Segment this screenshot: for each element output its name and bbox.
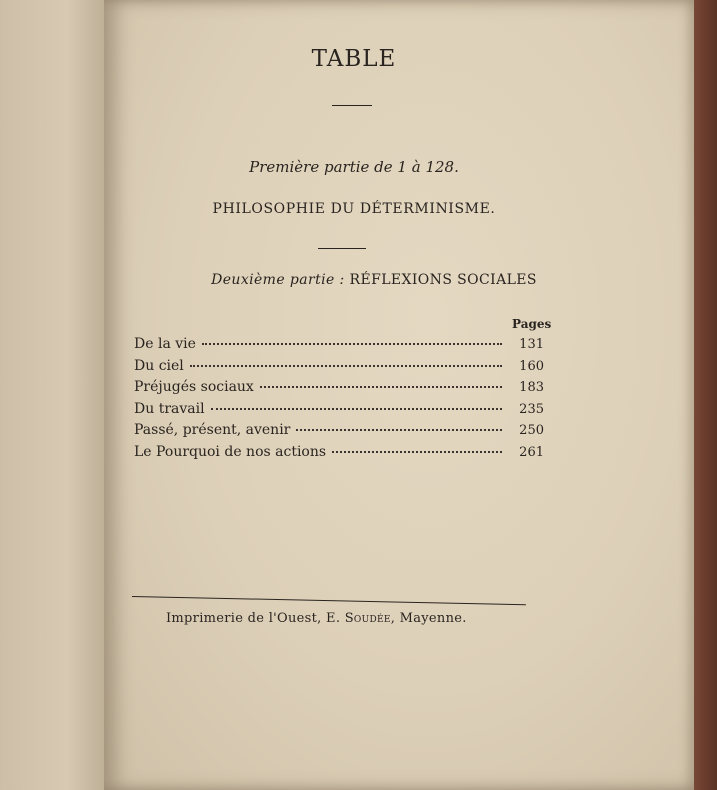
toc-entry: [134, 379, 544, 401]
section-rule: [318, 248, 366, 249]
leader-dots: [190, 365, 502, 367]
toc-entry-title: Passé, présent, avenir: [134, 422, 291, 438]
leader-dots: [211, 408, 502, 410]
printer-prefix: Imprimerie de l'Ouest, E.: [166, 611, 341, 626]
toc-entry-page: 160: [519, 358, 544, 374]
toc-entry-page: 235: [519, 401, 544, 417]
toc-entry-title: Préjugés sociaux: [134, 379, 254, 395]
leader-dots: [202, 343, 502, 345]
pages-column-label: Pages: [512, 317, 552, 331]
printer-city: , Mayenne.: [390, 611, 467, 626]
part-one-heading: PHILOSOPHIE DU DÉTERMINISME.: [212, 201, 496, 217]
toc-entry: [134, 336, 544, 358]
toc-entry-title: Du travail: [134, 400, 205, 417]
toc-entry-page: 261: [519, 444, 544, 460]
part-two-label: Deuxième partie :: [211, 272, 345, 288]
toc-entry: [134, 358, 544, 380]
toc-entry-title: Le Pourquoi de nos actions: [134, 443, 327, 460]
leader-dots: [296, 429, 502, 431]
toc-entry-page: 131: [519, 337, 544, 352]
left-page: [0, 0, 112, 790]
toc-list: [134, 336, 544, 465]
printer-imprint: [166, 611, 467, 626]
table-of-contents-page: [104, 0, 694, 790]
part-two-line: [104, 272, 644, 288]
toc-entry-title: De la vie: [134, 336, 196, 352]
toc-entry: [134, 401, 544, 423]
page-title: TABLE: [311, 46, 397, 72]
title-rule: [332, 105, 372, 106]
toc-entry-page: 250: [519, 423, 544, 438]
toc-entry: [134, 444, 544, 466]
toc-entry: [134, 422, 544, 444]
leader-dots: [332, 451, 502, 453]
leader-dots: [260, 386, 502, 388]
toc-entry-title: Du ciel: [134, 357, 184, 374]
printer-name: Soudée: [344, 611, 391, 626]
part-two-heading: RÉFLEXIONS SOCIALES: [349, 272, 537, 288]
toc-entry-page: 183: [519, 380, 544, 395]
part-one-line: Première partie de 1 à 128.: [249, 158, 459, 176]
footer-rule: [132, 596, 526, 605]
